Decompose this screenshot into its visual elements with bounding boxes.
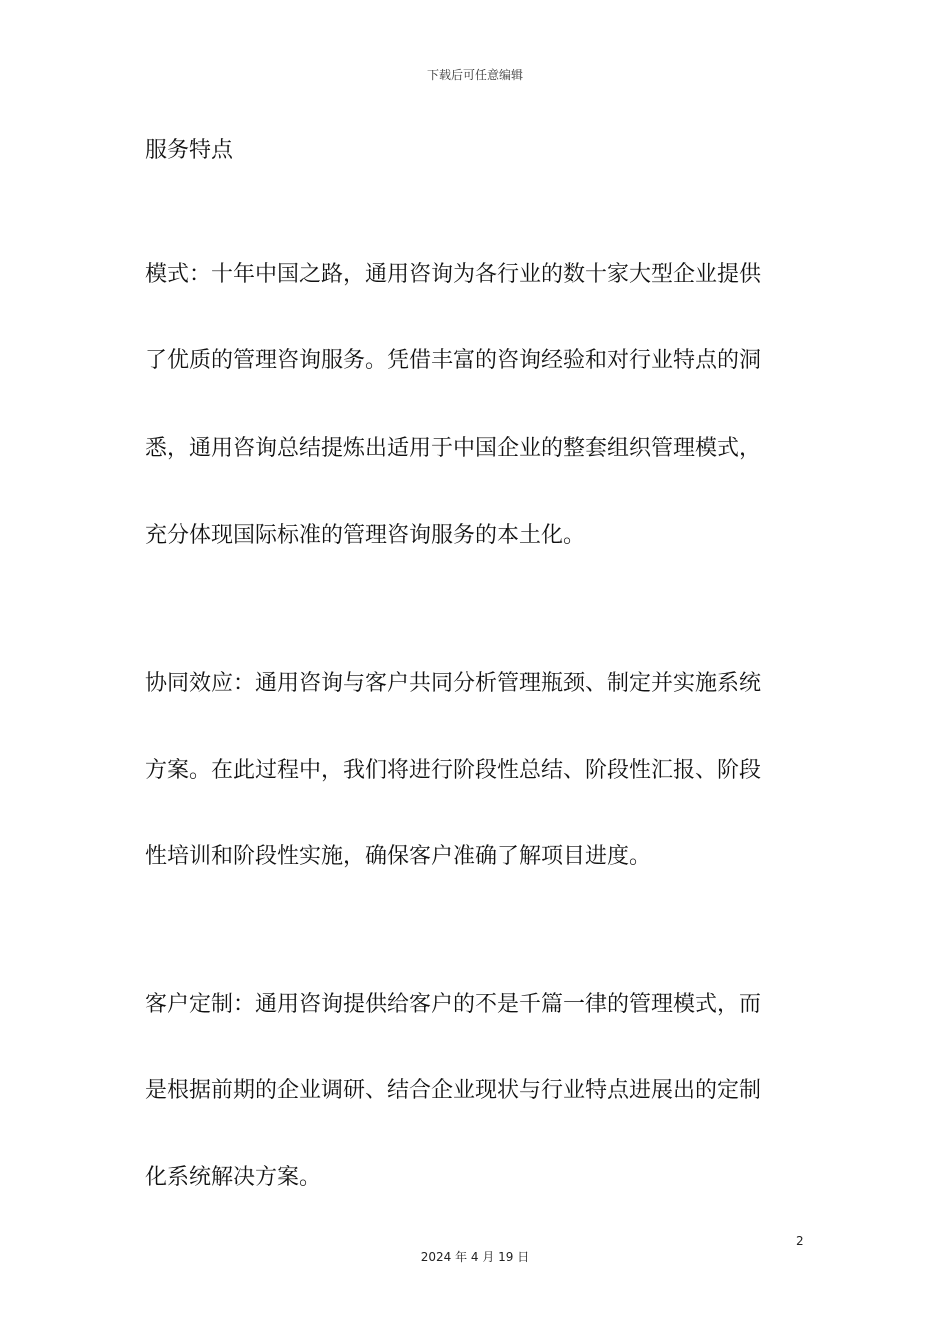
paragraph-line: 悉，通用咨询总结提炼出适用于中国企业的整套组织管理模式，	[145, 436, 762, 461]
page-date: 2024 年 4 月 19 日	[420, 1250, 530, 1264]
paragraph-line: 模式：十年中国之路，通用咨询为各行业的数十家大型企业提供	[145, 262, 762, 287]
paragraph-line: 充分体现国际标准的管理咨询服务的本土化。	[145, 523, 586, 548]
section-title: 服务特点	[145, 138, 234, 163]
page-number: 2	[796, 1234, 804, 1248]
paragraph-line: 了优质的管理咨询服务。凭借丰富的咨询经验和对行业特点的洞	[145, 348, 762, 373]
paragraph-line: 化系统解决方案。	[145, 1165, 322, 1190]
page-header: 下载后可任意编辑	[426, 68, 523, 82]
paragraph-line: 是根据前期的企业调研、结合企业现状与行业特点进展出的定制	[145, 1078, 762, 1103]
paragraph-line: 性培训和阶段性实施，确保客户准确了解项目进度。	[145, 844, 652, 869]
paragraph-line: 协同效应：通用咨询与客户共同分析管理瓶颈、制定并实施系统	[145, 671, 762, 696]
paragraph-line: 方案。在此过程中，我们将进行阶段性总结、阶段性汇报、阶段	[145, 758, 762, 783]
paragraph-line: 客户定制：通用咨询提供给客户的不是千篇一律的管理模式，而	[145, 992, 762, 1017]
